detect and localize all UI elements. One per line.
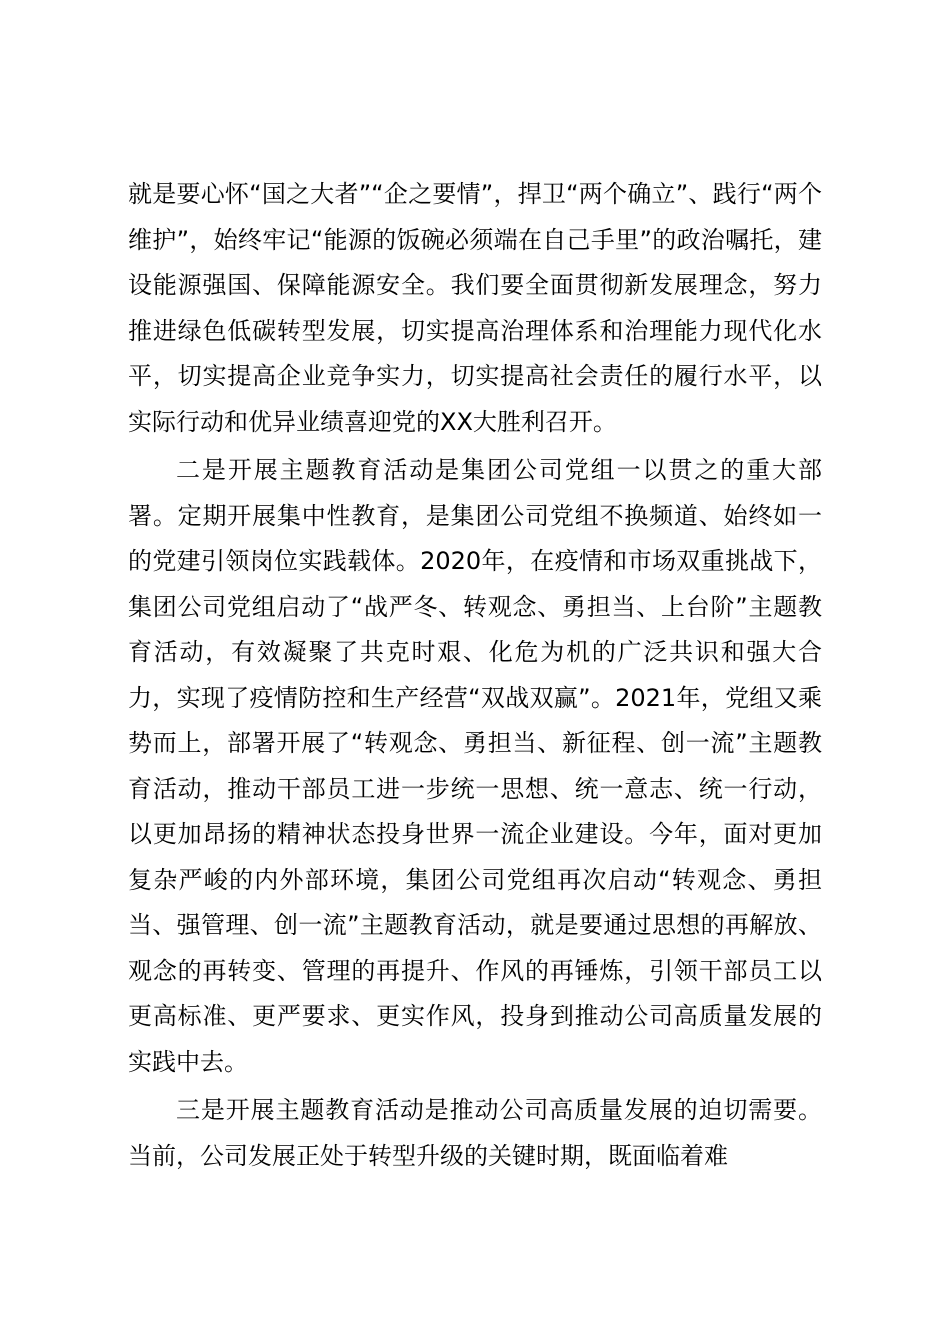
paragraph-point-three: 三是开展主题教育活动是推动公司高质量发展的迫切需要。当前，公司发展正处于转型升级的关键时期，既面临着难 <box>128 1096 822 1170</box>
document-body <box>128 172 822 1179</box>
paragraph-continuation: 就是要心怀“国之大者”“企之要情”，捍卫“两个确立”、践行“两个维护”，始终牢记“能源的饭碗必须端在自己手里”的政治嘱托，建设能源强国、保障能源安全。我们要全面贯彻新发展理念，努力推进绿色低碳转型发展，切实提高治理体系和治理能力现代化水平，切实提高企业竞争实力，切实提高社会责任的履行水平，以实际行动和优异业绩喜迎党的XX大胜利召开。 <box>128 180 822 436</box>
paragraph-point-two: 二是开展主题教育活动是集团公司党组一以贯之的重大部署。定期开展集中性教育，是集团公司党组不换频道、始终如一的党建引领岗位实践载体。2020年，在疫情和市场双重挑战下，集团公司党组启动了“战严冬、转观念、勇担当、上台阶”主题教育活动，有效凝聚了共克时艰、化危为机的广泛共识和强大合力，实现了疫情防控和生产经营“双战双赢”。2021年，党组又乘势而上，部署开展了“转观念、勇担当、新征程、创一流”主题教育活动，推动干部员工进一步统一思想、统一意志、统一行动，以更加昂扬的精神状态投身世界一流企业建设。今年，面对更加复杂严峻的内外部环境，集团公司党组再次启动“转观念、勇担当、强管理、创一流”主题教育活动，就是要通过思想的再解放、观念的再转变、管理的再提升、作风的再锤炼，引领干部员工以更高标准、更严要求、更实作风，投身到推动公司高质量发展的实践中去。 <box>128 456 822 1076</box>
